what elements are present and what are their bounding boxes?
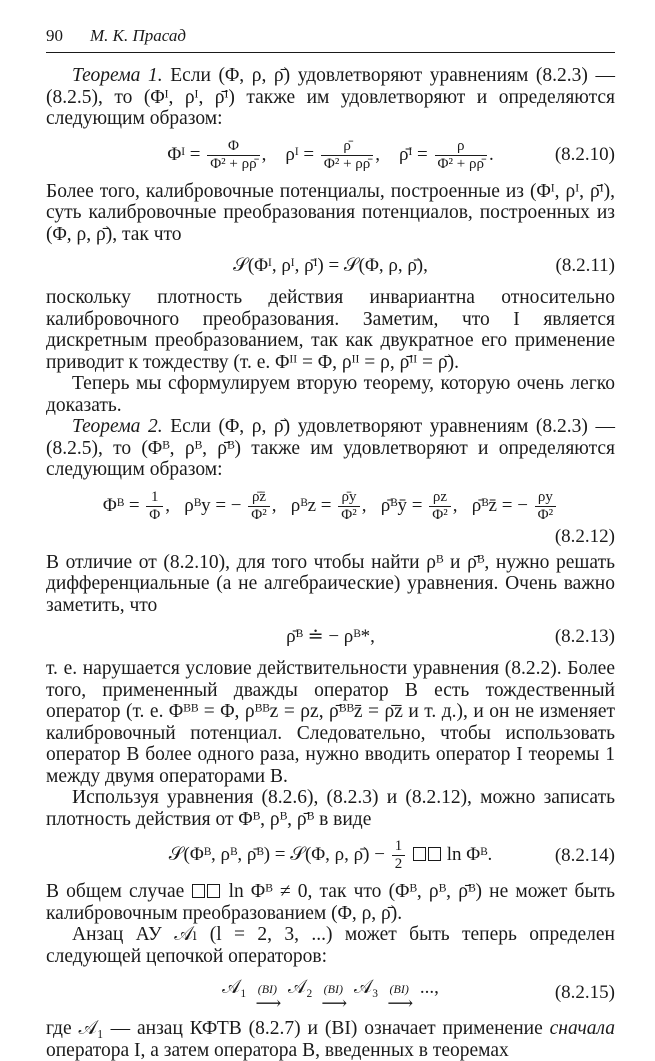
paragraph: Теперь мы сформулируем вторую теорему, которую очень легко доказать.	[46, 373, 615, 416]
theorem-1-label: Теорема 1.	[72, 65, 163, 86]
fraction: $\frac{\rho}{\text{Φ² + ρρ̄}}$	[435, 138, 487, 173]
theorem-2-text: Если (Φ, ρ, ρ̄) удовлетворяют уравнениям (8.2.3) — (8.2.5), то (Φᴮ, ρᴮ, ρ̄ᴮ) также им удовлетворяют и определяются следующим образом:	[46, 416, 615, 480]
equation-number: (8.2.11)	[555, 255, 615, 276]
paragraph: Анзац АУ 𝒜ₗ (l = 2, 3, ...) может быть теперь определен следующей цепочкой операторов:	[46, 924, 615, 967]
right-arrow-icon: (BI) ⟶	[387, 982, 412, 1013]
paragraph: В отличие от (8.2.10), для того чтобы найти ρᴮ и ρ̄ᴮ, нужно решать дифференциальные (а не алгебраические) уравнения. Очень важно заметить, что	[46, 551, 615, 616]
equation-8-2-14: 𝒮(Φᴮ, ρᴮ, ρ̄ᴮ) = 𝒮(Φ, ρ, ρ̄) − $\frac{1}{2}$ ln Φᴮ. (8.2.14)	[168, 838, 615, 872]
eq-lhs: ρᴵ =	[285, 143, 315, 165]
equation-8-2-15: 𝒜₁ (BI) ⟶ 𝒜₂ (BI) ⟶ 𝒜₃ (BI) ⟶ ..., (8.2.15)	[222, 977, 615, 1013]
paragraph: В общем случае ln Φᴮ ≠ 0, так что (Φᴮ, ρᴮ, ρ̄ᴮ) не может быть калибровочным преобразованием (Φ, ρ, ρ̄).	[46, 881, 615, 924]
fraction: $\frac{\rhōz̄}{\text{Φ²}}$	[248, 489, 269, 524]
paragraph: поскольку плотность действия инвариантна относительно калибровочного преобразования. Заметим, что I является дискретным преобразованием, так как двукратное его применение приводит к тождеству (т. е. Φᴵᴵ = Φ, ρᴵᴵ = ρ, ρ̄ᴵᴵ = ρ̄).	[46, 287, 615, 373]
theorem-2-label: Теорема 2.	[72, 416, 163, 437]
fraction: $\frac{\rhō}{\text{Φ² + ρρ̄}}$	[321, 138, 373, 173]
page-number: 90	[46, 26, 63, 45]
theorem-2-paragraph	[46, 416, 615, 481]
equation-number: (8.2.10)	[554, 144, 615, 165]
box-operator-icon	[428, 847, 441, 861]
theorem-1-text: Если (Φ, ρ, ρ̄) удовлетворяют уравнениям (8.2.3) — (8.2.5), то (Φᴵ, ρᴵ, ρ̄ᴵ) также им удовлетворяют и определяются следующим образом:	[46, 65, 615, 129]
equation-8-2-10: Φᴵ = $\frac{\Phi}{\text{Φ² + ρρ̄}}$ , ρᴵ = $\frac{\rhō}{\text{Φ² + ρρ̄}}$ , ρ̄ᴵ = $\frac{\rho}{\text{Φ² + ρρ̄}}$ . (8.2.10)	[167, 137, 615, 172]
fraction: $\frac{\Phi}{\text{Φ² + ρρ̄}}$	[207, 138, 259, 173]
theorem-1-paragraph	[46, 65, 615, 130]
box-operator-icon	[413, 847, 426, 861]
equation-8-2-13: ρ̄ᴮ ≐ − ρᴮ*, (8.2.13)	[46, 624, 615, 650]
paragraph: т. е. нарушается условие действительности уравнения (8.2.2). Более того, примененный дважды оператор B есть тождественный оператор (т. е. Φᴮᴮ = Φ, ρᴮᴮz = ρz, ρ̄ᴮᴮz̄ = ρ̄z̄ и т. д.), и он не изменяет калибровочный потенциал. Следовательно, чтобы использовать оператор B более одного раза, нужно вводить оператор I теоремы 1 между двумя операторами B.	[46, 658, 615, 787]
equation-8-2-12: Φᴮ = $\frac{1}{\Phi}$ , ρᴮy = − $\frac{\rhōz̄}{\text{Φ²}}$ , ρᴮz = $\frac{\rhōy}{\text{Φ²}}$ , ρ̄ᴮȳ = $\frac{\rho z}{\text{Φ²}}$ , ρ̄ᴮz̄ = − $\frac{\rho y}{\text{Φ²}}$	[46, 489, 615, 524]
equation-number: (8.2.14)	[554, 844, 615, 866]
paragraph: где 𝒜₁ — анзац КФТВ (8.2.7) и (BI) означает применение сначала оператора I, а затем оператора B, введенных в теоремах	[46, 1018, 615, 1061]
box-operator-icon	[207, 884, 220, 898]
fraction: $\frac{\rho z}{\text{Φ²}}$	[429, 489, 450, 524]
fraction: $\frac{\rhōy}{\text{Φ²}}$	[338, 489, 359, 524]
right-arrow-icon: (BI) ⟶	[321, 982, 346, 1013]
eq-lhs: Φᴵ =	[167, 143, 201, 165]
equation-number: (8.2.12)	[554, 525, 615, 547]
paragraph: Используя уравнения (8.2.6), (8.2.3) и (8.2.12), можно записать плотность действия от Φᴮ, ρᴮ, ρ̄ᴮ в виде	[46, 787, 615, 830]
fraction: $\frac{1}{\Phi}$	[146, 489, 163, 524]
equation-number: (8.2.13)	[554, 626, 615, 647]
equation-number: (8.2.15)	[554, 981, 615, 1003]
fraction: $\frac{\rho y}{\text{Φ²}}$	[535, 489, 556, 524]
box-operator-icon	[192, 884, 205, 898]
page-header	[46, 26, 615, 53]
running-title: М. К. Прасад	[90, 26, 186, 45]
equation-8-2-11: 𝒮(Φᴵ, ρᴵ, ρ̄ᴵ) = 𝒮(Φ, ρ, ρ̄), (8.2.11)	[46, 253, 615, 279]
eq-lhs: ρ̄ᴵ =	[399, 143, 428, 165]
right-arrow-icon: (BI) ⟶	[255, 982, 280, 1013]
paragraph: Более того, калибровочные потенциалы, построенные из (Φᴵ, ρᴵ, ρ̄ᴵ), суть калибровочные преобразования потенциалов, построенных из (Φ, ρ, ρ̄), так что	[46, 180, 615, 245]
fraction: $\frac{1}{2}$	[392, 838, 406, 873]
